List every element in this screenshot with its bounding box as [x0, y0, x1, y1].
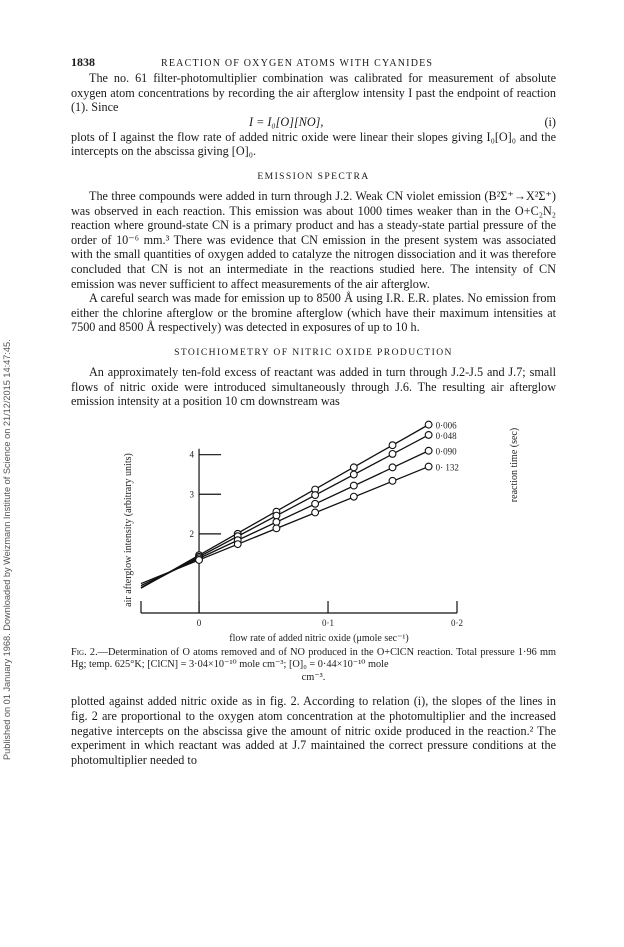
equation-text: I = I₀[O][NO], [249, 114, 324, 129]
paragraph-results: plotted against added nitric oxide as in fig. 2. According to relation (i), the slopes of the lines in fig. 2 are proportional to the oxygen atom concentration at the photomultiplier and the increased negative intercepts on the abscissa give the amount of nitric oxide produced in the reaction.² The experiment in which reactant was added at J.7 maintained the correct pressure conditions at the photomultiplier needed to [71, 694, 556, 767]
page-header [71, 55, 556, 71]
paragraph-stoichiometry: An approximately ten-fold excess of reactant was added in turn through J.2-J.5 and J.7; small flows of nitric oxide were introduced simultaneously through J.6. The resulting air afterglow emission intensity at a position 10 cm downstream was [71, 364, 556, 409]
download-watermark-text: Published on 01 January 1968. Downloaded by Weizmann Institute of Science on 21/12/2015 14:47:45. [2, 339, 12, 760]
data-point [234, 540, 241, 547]
series-label: 0·006 [435, 420, 457, 431]
data-point [273, 525, 280, 532]
data-point [425, 421, 432, 428]
series-label: 0·048 [435, 430, 457, 441]
y-tick-label: 2 [189, 528, 195, 539]
y-tick-label: 4 [189, 449, 195, 460]
download-watermark [2, 120, 16, 760]
data-point [273, 512, 280, 519]
figure-2-chart [71, 415, 556, 645]
x-tick-label: 0·1 [322, 617, 335, 628]
journal-page [71, 55, 556, 767]
y-tick-label: 3 [189, 488, 195, 499]
data-point [350, 464, 357, 471]
data-point [389, 441, 396, 448]
figure-caption-label: Fig. 2. [71, 646, 98, 658]
series-label: 0·090 [435, 446, 457, 457]
data-point [312, 500, 319, 507]
data-point [425, 431, 432, 438]
paragraph-plots: plots of I against the flow rate of added nitric oxide were linear their slopes giving I₀[O]₀ and the intercepts on the abscissa giving [O]₀. [71, 129, 556, 159]
data-point [273, 518, 280, 525]
data-point [389, 464, 396, 471]
page-number: 1838 [71, 55, 95, 69]
figure-caption-text: —Determination of O atoms removed and of NO produced in the O+ClCN reaction. Total pressure 1·96 mm Hg; temp. 625°K; [ClCN] = 3·04×10⁻¹⁰ mole cm⁻³; [O]₀ = 0·44×10⁻¹⁰ mole [71, 646, 557, 671]
section-heading-stoichiometry: STOICHIOMETRY OF NITRIC OXIDE PRODUCTION [174, 346, 453, 358]
figure-caption-last-line: cm⁻³. [301, 671, 326, 683]
series-line [141, 424, 429, 588]
equation-number: (i) [544, 114, 556, 129]
paragraph-search: A careful search was made for emission up to 8500 Å using I.R. E.R. plates. No emission from either the chlorine afterglow or the bromine afterglow (which have their maximum intensities at 7500 and 8500 Å respectively) was detected in exposures of up to 10 h. [71, 291, 556, 335]
series-line [141, 466, 429, 583]
data-point [196, 556, 203, 563]
x-axis-title: flow rate of added nitric oxide (μmole sec⁻¹) [229, 632, 409, 644]
x-tick-label: 0 [196, 617, 202, 628]
section-heading-emission: EMISSION SPECTRA [257, 170, 370, 182]
series-label: 0· 132 [435, 462, 459, 473]
data-point [312, 509, 319, 516]
x-tick-label: 0·2 [451, 617, 463, 628]
data-point [389, 450, 396, 457]
data-point [350, 493, 357, 500]
figure-2 [71, 415, 556, 645]
data-point [425, 463, 432, 470]
paragraph-calibration: The no. 61 filter-photomultiplier combination was calibrated for measurement of absolute oxygen atom concentrations by recording the air afterglow intensity I past the endpoint of reaction (1). Since [71, 71, 556, 115]
data-point [312, 491, 319, 498]
equation-i [71, 115, 556, 130]
y-axis-title: air afterglow intensity (arbitrary units) [123, 452, 134, 607]
right-axis-title: reaction time (sec) [509, 427, 520, 502]
data-point [350, 482, 357, 489]
figure-caption [71, 647, 556, 685]
running-title: REACTION OF OXYGEN ATOMS WITH CYANIDES [161, 58, 434, 69]
paragraph-emission: The three compounds were added in turn through J.2. Weak CN violet emission (B²Σ⁺→X²Σ⁺) was observed in each reaction. This emission was about 1000 times weaker than in the O+C₂N₂ reaction where ground-state CN is a primary product and has a steady-state partial pressure of the order of 10⁻⁶ mm.³ There was evidence that CN emission in the present system was associated with the small quantities of oxygen added to catalyze the nitrogen dissociation and it was therefore concluded that CN is not an intermediate in the reactions studied here. The intensity of CN emission was never sufficient to affect measurements of the air afterglow. [71, 188, 556, 291]
data-point [425, 447, 432, 454]
data-point [389, 477, 396, 484]
data-point [350, 471, 357, 478]
